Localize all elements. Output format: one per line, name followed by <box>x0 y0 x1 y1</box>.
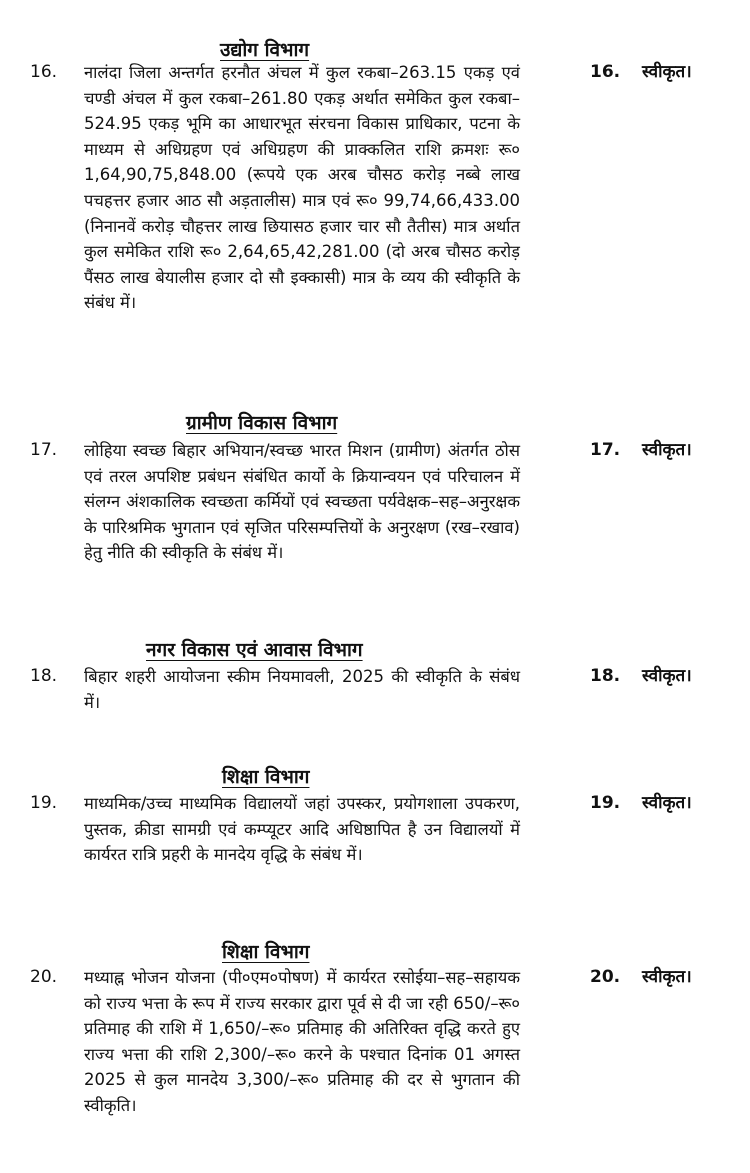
decision-status: स्वीकृत। <box>642 62 692 82</box>
item-text: मध्याह्न भोजन योजना (पी०एम०पोषण) में कार्यरत रसोईया–सह–सहायक को राज्य भत्ता के रूप में राज्य सरकार द्वारा पूर्व से दी जा रही 650/–रू० प्रतिमाह की राशि में 1,650/–रू० प्रतिमाह की अतिरिक्त वृद्धि करते हुए राज्य भत्ता की राशि 2,300/–रू० करने के पश्चात दिनांक 01 अगस्त 2025 से कुल मानदेय 3,300/–रू० प्रतिमाह की दर से भुगतान की स्वीकृति। <box>84 968 520 1115</box>
decision-status: स्वीकृत। <box>642 793 692 813</box>
decision-number: 16. <box>590 62 621 82</box>
item-text: लोहिया स्वच्छ बिहार अभियान/स्वच्छ भारत मिशन (ग्रामीण) अंतर्गत ठोस एवं तरल अपशिष्ट प्रबंधन संबंधित कार्यो के क्रियान्वयन एवं परिचालन में संलग्न अंशकालिक स्वच्छता कर्मियों एवं स्वच्छता पर्यवेक्षक–सह–अनुरक्षक के पारिश्रमिक भुगतान एवं सृजित परिसम्पत्तियों के अनुरक्षण (रख–रखाव) हेतु नीति की स्वीकृति के संबंध में। <box>84 441 520 563</box>
item-number: 16. <box>30 62 58 82</box>
item-number: 19. <box>30 793 58 813</box>
item-text: नालंदा जिला अन्तर्गत हरनौत अंचल में कुल रकबा–263.15 एकड़ एवं चण्डी अंचल में कुल रकबा–261.80 एकड़ अर्थात समेकित कुल रकबा–524.95 एकड़ भूमि का आधारभूत संरचना विकास प्राधिकार, पटना के माध्यम से अधिग्रहण एवं अधिग्रहण की प्राक्कलित राशि क्रमशः रू० 1,64,90,75,848.00 (रूपये एक अरब चौसठ करोड़ नब्बे लाख पचहत्तर हजार आठ सौ अड़तालीस) मात्र एवं रू० 99,74,66,433.00 (निनानवें करोड़ चौहत्तर लाख छियासठ हजार चार सौ तैतीस) मात्र अर्थात कुल समेकित राशि रू० 2,64,65,42,281.00 (दो अरब चौसठ करोड़ पैंसठ लाख बेयालीस हजार दो सौ इक्कासी) मात्र के व्यय की स्वीकृति के संबंध में। <box>84 63 520 313</box>
item-number: 20. <box>30 967 58 987</box>
decision-status: स्वीकृत। <box>642 666 692 686</box>
decision-number: 20. <box>590 967 621 987</box>
decision-status: स्वीकृत। <box>642 440 692 460</box>
department-heading: ग्रामीण विकास विभाग <box>186 412 338 434</box>
department-heading: उद्योग विभाग <box>220 39 310 61</box>
department-heading: नगर विकास एवं आवास विभाग <box>146 639 363 661</box>
decision-number: 17. <box>590 440 621 460</box>
item-number: 18. <box>30 666 58 686</box>
item-text: बिहार शहरी आयोजना स्कीम नियमावली, 2025 की स्वीकृति के संबंध में। <box>84 667 520 712</box>
item-number: 17. <box>30 440 58 460</box>
item-text: माध्यमिक/उच्च माध्यमिक विद्यालयों जहां उपस्कर, प्रयोगशाला उपकरण, पुस्तक, क्रीडा सामग्री एवं कम्प्यूटर आदि अधिष्ठापित है उन विद्यालयों में कार्यरत रात्रि प्रहरी के मानदेय वृद्धि के संबंध में। <box>84 794 520 865</box>
decision-number: 19. <box>590 793 621 813</box>
department-heading: शिक्षा विभाग <box>222 766 310 788</box>
department-heading: शिक्षा विभाग <box>222 941 310 963</box>
decision-number: 18. <box>590 666 621 686</box>
decision-status: स्वीकृत। <box>642 967 692 987</box>
